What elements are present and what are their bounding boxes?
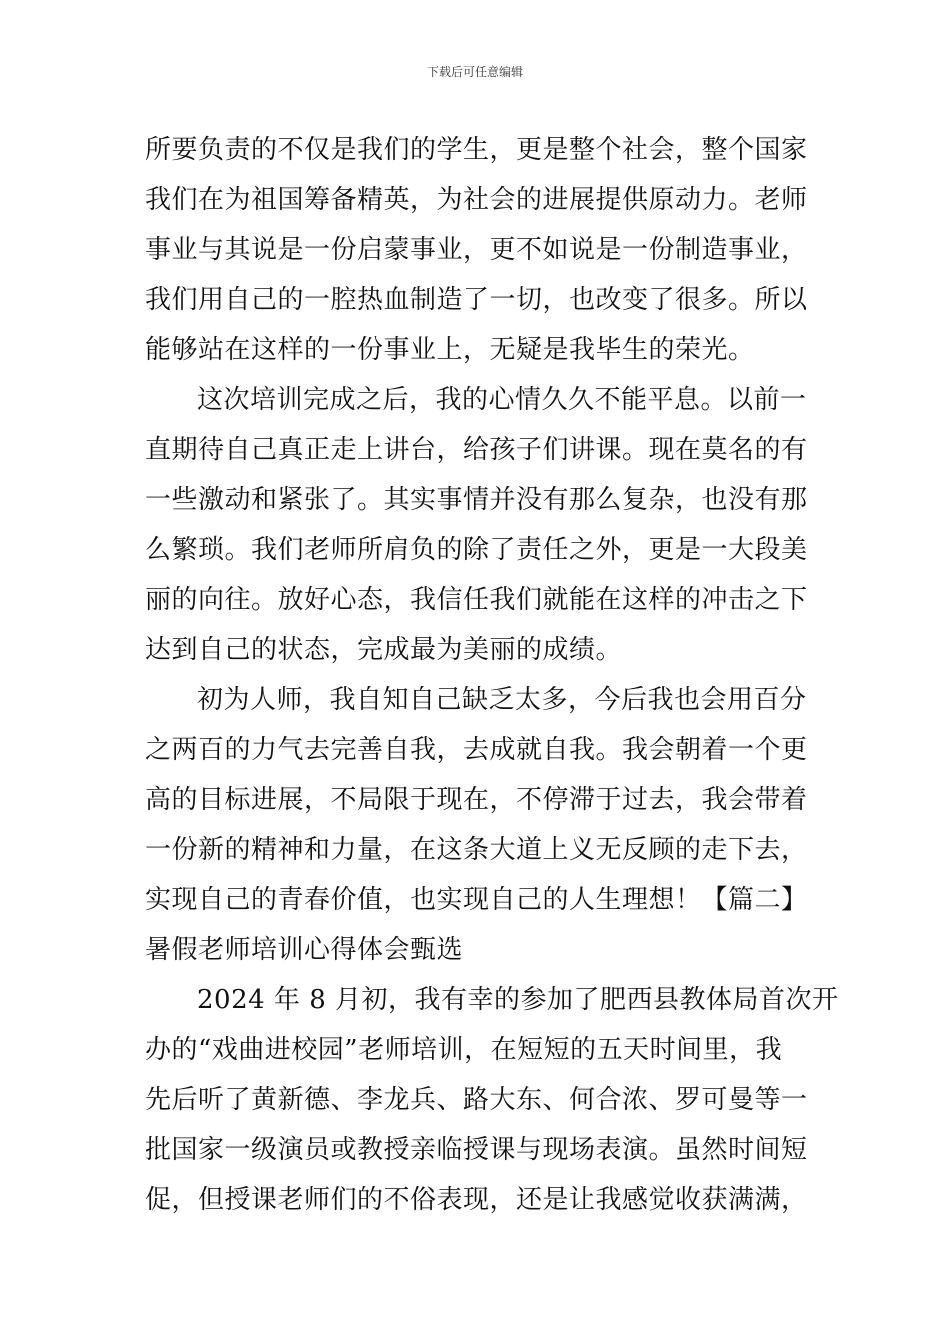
text-line: 我们用自己的一腔热血制造了一切，也改变了很多。所以 <box>145 285 808 315</box>
text-line: 我们在为祖国筹备精英，为社会的进展提供原动力。老师 <box>145 185 808 215</box>
text-line: 直期待自己真正走上讲台，给孩子们讲课。现在莫名的有 <box>145 435 808 465</box>
body-text <box>145 125 845 1225</box>
page-header: 下载后可任意编辑 <box>426 65 523 79</box>
text-line: 批国家一级演员或教授亲临授课与现场表演。虽然时间短 <box>145 1135 808 1165</box>
text-line: 所要负责的不仅是我们的学生，更是整个社会，整个国家 <box>145 135 808 165</box>
text-line: 暑假老师培训心得体会甄选 <box>145 935 464 965</box>
text-line: 实现自己的青春价值，也实现自己的人生理想！【篇二】 <box>145 885 808 915</box>
text-line: 先后听了黄新德、李龙兵、路大东、何合浓、罗可曼等一 <box>145 1085 808 1115</box>
text-line: 丽的向往。放好心态，我信任我们就能在这样的冲击之下 <box>145 585 808 615</box>
text-line: 这次培训完成之后，我的心情久久不能平息。以前一 <box>197 385 807 415</box>
text-line: 办的“戏曲进校园”老师培训，在短短的五天时间里，我 <box>145 1035 783 1065</box>
text-line: 事业与其说是一份启蒙事业，更不如说是一份制造事业， <box>145 235 808 265</box>
text-line: 一些激动和紧张了。其实事情并没有那么复杂，也没有那 <box>145 485 808 515</box>
text-line: 一份新的精神和力量，在这条大道上义无反顾的走下去， <box>145 835 808 865</box>
text-line: 之两百的力气去完善自我，去成就自我。我会朝着一个更 <box>145 735 808 765</box>
text-line: 达到自己的状态，完成最为美丽的成绩。 <box>145 635 623 665</box>
text-line: 么繁琐。我们老师所肩负的除了责任之外，更是一大段美 <box>145 535 808 565</box>
text-line: 初为人师，我自知自己缺乏太多，今后我也会用百分 <box>197 685 807 715</box>
text-line: 2024 年 8 月初，我有幸的参加了肥西县教体局首次开 <box>197 985 839 1015</box>
text-line: 高的目标进展，不局限于现在，不停滞于过去，我会带着 <box>145 785 808 815</box>
text-line: 能够站在这样的一份事业上，无疑是我毕生的荣光。 <box>145 335 755 365</box>
text-line: 促，但授课老师们的不俗表现，还是让我感觉收获满满， <box>145 1185 808 1215</box>
